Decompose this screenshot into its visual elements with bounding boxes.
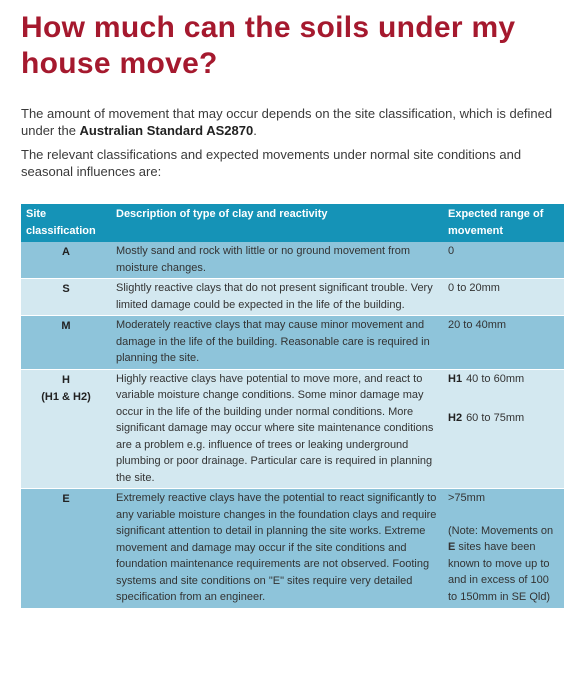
table-row — [21, 369, 564, 489]
class-cell — [21, 369, 111, 489]
description-cell: Slightly reactive clays that do not present significant trouble. Very limited damage could be expected in the life of the building. — [111, 279, 443, 316]
standard-name: Australian Standard AS2870 — [79, 122, 254, 138]
table-row — [21, 279, 564, 316]
range-cell: 20 to 40mm — [443, 316, 564, 370]
range-value: >75mm — [448, 492, 485, 504]
class-cell: A — [21, 242, 111, 279]
range-h1 — [448, 371, 559, 388]
intro-paragraph-2: The relevant classifications and expected movements under normal site conditions and seasonal influences are: — [21, 147, 522, 179]
note-bold: E — [448, 541, 456, 553]
intro-paragraph-1 — [21, 106, 561, 139]
class-letter: H — [62, 373, 70, 386]
class-cell: M — [21, 316, 111, 370]
note-text-end: sites have been known to move up to and in excess of 100 to 150mm in SE Qld) — [448, 541, 551, 603]
range-h2 — [448, 410, 559, 427]
range-cell — [443, 489, 564, 609]
description-cell: Highly reactive clays have potential to move more, and react to variable moisture change conditions. Some minor damage may occur in the life of the building under normal conditions. More significant damage may occur where site maintenance conditions are a problem e.g. influence of trees or leaking underground plumbing or poor drainage. Particular care is required in planning the site. — [111, 369, 443, 489]
intro-text: The amount of movement that may occur depends on the site classification, which is defined under the — [21, 106, 553, 138]
range-note — [448, 523, 559, 606]
range-cell: 0 — [443, 242, 564, 279]
description-cell: Moderately reactive clays that may cause minor movement and damage in the life of the building. Reasonable care is required in planning the site. — [111, 316, 443, 370]
range-h2-label: H2 — [448, 412, 463, 424]
class-cell: E — [21, 489, 111, 609]
description-cell: Extremely reactive clays have the potential to react significantly to any variable moisture changes in the foundation clays and require significant attention to detail in planning the site works. Extreme movement and damage may occur if the site conditions and foundation maintenance requirements are not observed. Footing systems and site conditions on "E" sites require very detailed specification from an engineer. — [111, 489, 443, 609]
table-row — [21, 316, 564, 370]
note-text: (Note: Movements on — [448, 524, 554, 537]
header-site-classification: Site classification — [21, 204, 111, 242]
range-h1-label: H1 — [448, 372, 463, 385]
site-classification-table — [21, 204, 564, 609]
table-header-row — [21, 204, 564, 242]
range-h1-value: 40 to 60mm — [466, 372, 525, 385]
range-cell: 0 to 20mm — [443, 279, 564, 316]
header-description: Description of type of clay and reactivity — [111, 204, 443, 242]
page-title: How much can the soils under my house move? — [21, 11, 516, 80]
range-cell — [443, 369, 564, 489]
range-h2-value: 60 to 75mm — [466, 412, 525, 424]
class-cell: S — [21, 279, 111, 316]
class-subtypes: (H1 & H2) — [41, 391, 91, 403]
description-cell: Mostly sand and rock with little or no ground movement from moisture changes. — [111, 242, 443, 279]
table-row — [21, 489, 564, 609]
intro-text-end: . — [253, 122, 257, 138]
header-expected-range: Expected range of movement — [443, 204, 564, 242]
table-row — [21, 242, 564, 279]
